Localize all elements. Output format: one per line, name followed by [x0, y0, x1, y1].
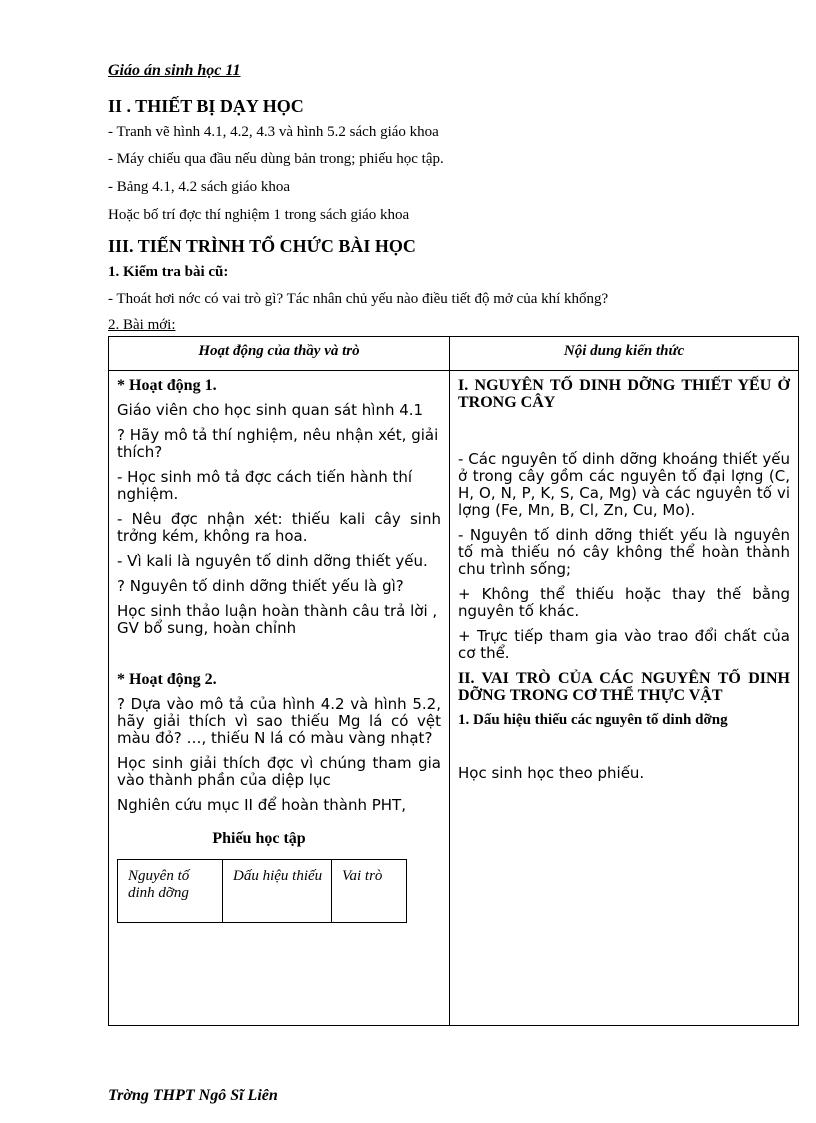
worksheet-table — [117, 859, 407, 923]
equipment-line: - Tranh vẽ hình 4.1, 4.2, 4.3 và hình 5.2 sách giáo khoa — [108, 124, 439, 140]
activity-text: - Vì kali là nguyên tố dinh dỡng thiết yếu. — [117, 552, 428, 570]
activity-cell — [109, 371, 450, 1026]
equipment-line: Hoặc bố trí đợc thí nghiệm 1 trong sách giáo khoa — [108, 207, 410, 223]
lesson-table — [108, 336, 799, 1026]
worksheet-header: Nguyên tố dinh dỡng — [118, 860, 223, 923]
content-heading: II. VAI TRÒ CỦA CÁC NGUYÊN TỐ DINH DỠNG TRONG CƠ THỂ THỰC VẬT — [458, 670, 790, 704]
activity-text: ? Dựa vào mô tả của hình 4.2 và hình 5.2, hãy giải thích vì sao thiếu Mg lá có vệt màu đỏ? …, thiếu N lá có màu vàng nhạt? — [117, 695, 441, 747]
col-header-content: Nội dung kiến thức — [450, 337, 799, 371]
equipment-line: - Máy chiếu qua đầu nếu dùng bản trong; phiếu học tập. — [108, 151, 444, 167]
equipment-line: - Bảng 4.1, 4.2 sách giáo khoa — [108, 179, 291, 195]
check-question: - Thoát hơi nớc có vai trò gì? Tác nhân chủ yếu nào điều tiết độ mở của khí khổng? — [108, 291, 609, 307]
content-text: - Các nguyên tố dinh dỡng khoáng thiết yếu ở trong cây gồm các nguyên tố đại lợng (C, H, O, N, P, K, S, Ca, Mg) và các nguyên tố vi lợng (Fe, Mn, B, Cl, Zn, Cu, Mo). — [458, 450, 790, 519]
content-text: + Không thể thiếu hoặc thay thế bằng nguyên tố khác. — [458, 585, 790, 620]
page-footer: Trờng THPT Ngô Sĩ Liên — [108, 1087, 278, 1104]
col-header-activity: Hoạt động của thầy và trò — [109, 337, 450, 371]
new-lesson-title: 2. Bài mới: — [108, 317, 176, 333]
activity-text: Nghiên cứu mục II để hoàn thành PHT, — [117, 796, 406, 814]
page-header: Giáo án sinh học 11 — [108, 62, 241, 79]
process-title: III. TIẾN TRÌNH TỔ CHỨC BÀI HỌC — [108, 236, 416, 256]
activity-text: Học sinh thảo luận hoàn thành câu trả lời , GV bổ sung, hoàn chỉnh — [117, 602, 438, 637]
activity-text: Học sinh giải thích đợc vì chúng tham gia vào thành phần của diệp lục — [117, 754, 441, 789]
content-cell — [450, 371, 799, 1026]
equipment-title: II . THIẾT BỊ DẠY HỌC — [108, 96, 304, 116]
content-text: Học sinh học theo phiếu. — [458, 764, 645, 782]
content-heading: I. NGUYÊN TỐ DINH DỠNG THIẾT YẾU Ở TRONG CÂY — [458, 377, 790, 411]
activity-text: - Nêu đợc nhận xét: thiếu kali cây sinh trởng kém, không ra hoa. — [117, 510, 441, 545]
worksheet-header: Dấu hiệu thiếu — [223, 860, 332, 923]
activity-text: ? Nguyên tố dinh dỡng thiết yếu là gì? — [117, 577, 404, 595]
check-title: 1. Kiểm tra bài cũ: — [108, 264, 229, 280]
activity-1-title: * Hoạt động 1. — [117, 377, 217, 394]
content-subheading: 1. Dấu hiệu thiếu các nguyên tố dinh dỡng — [458, 712, 728, 728]
activity-text: ? Hãy mô tả thí nghiệm, nêu nhận xét, giải thích? — [117, 426, 439, 461]
content-text: - Nguyên tố dinh dỡng thiết yếu là nguyên tố mà thiếu nó cây không thể hoàn thành chu trình sống; — [458, 526, 790, 578]
content-text: + Trực tiếp tham gia vào trao đổi chất của cơ thể. — [458, 627, 790, 662]
activity-text: Giáo viên cho học sinh quan sát hình 4.1 — [117, 401, 424, 419]
activity-text: - Học sinh mô tả đợc cách tiến hành thí nghiệm. — [117, 468, 413, 503]
worksheet-header: Vai trò — [332, 860, 407, 923]
activity-2-title: * Hoạt động 2. — [117, 671, 217, 688]
worksheet-title: Phiếu học tập — [212, 830, 306, 847]
